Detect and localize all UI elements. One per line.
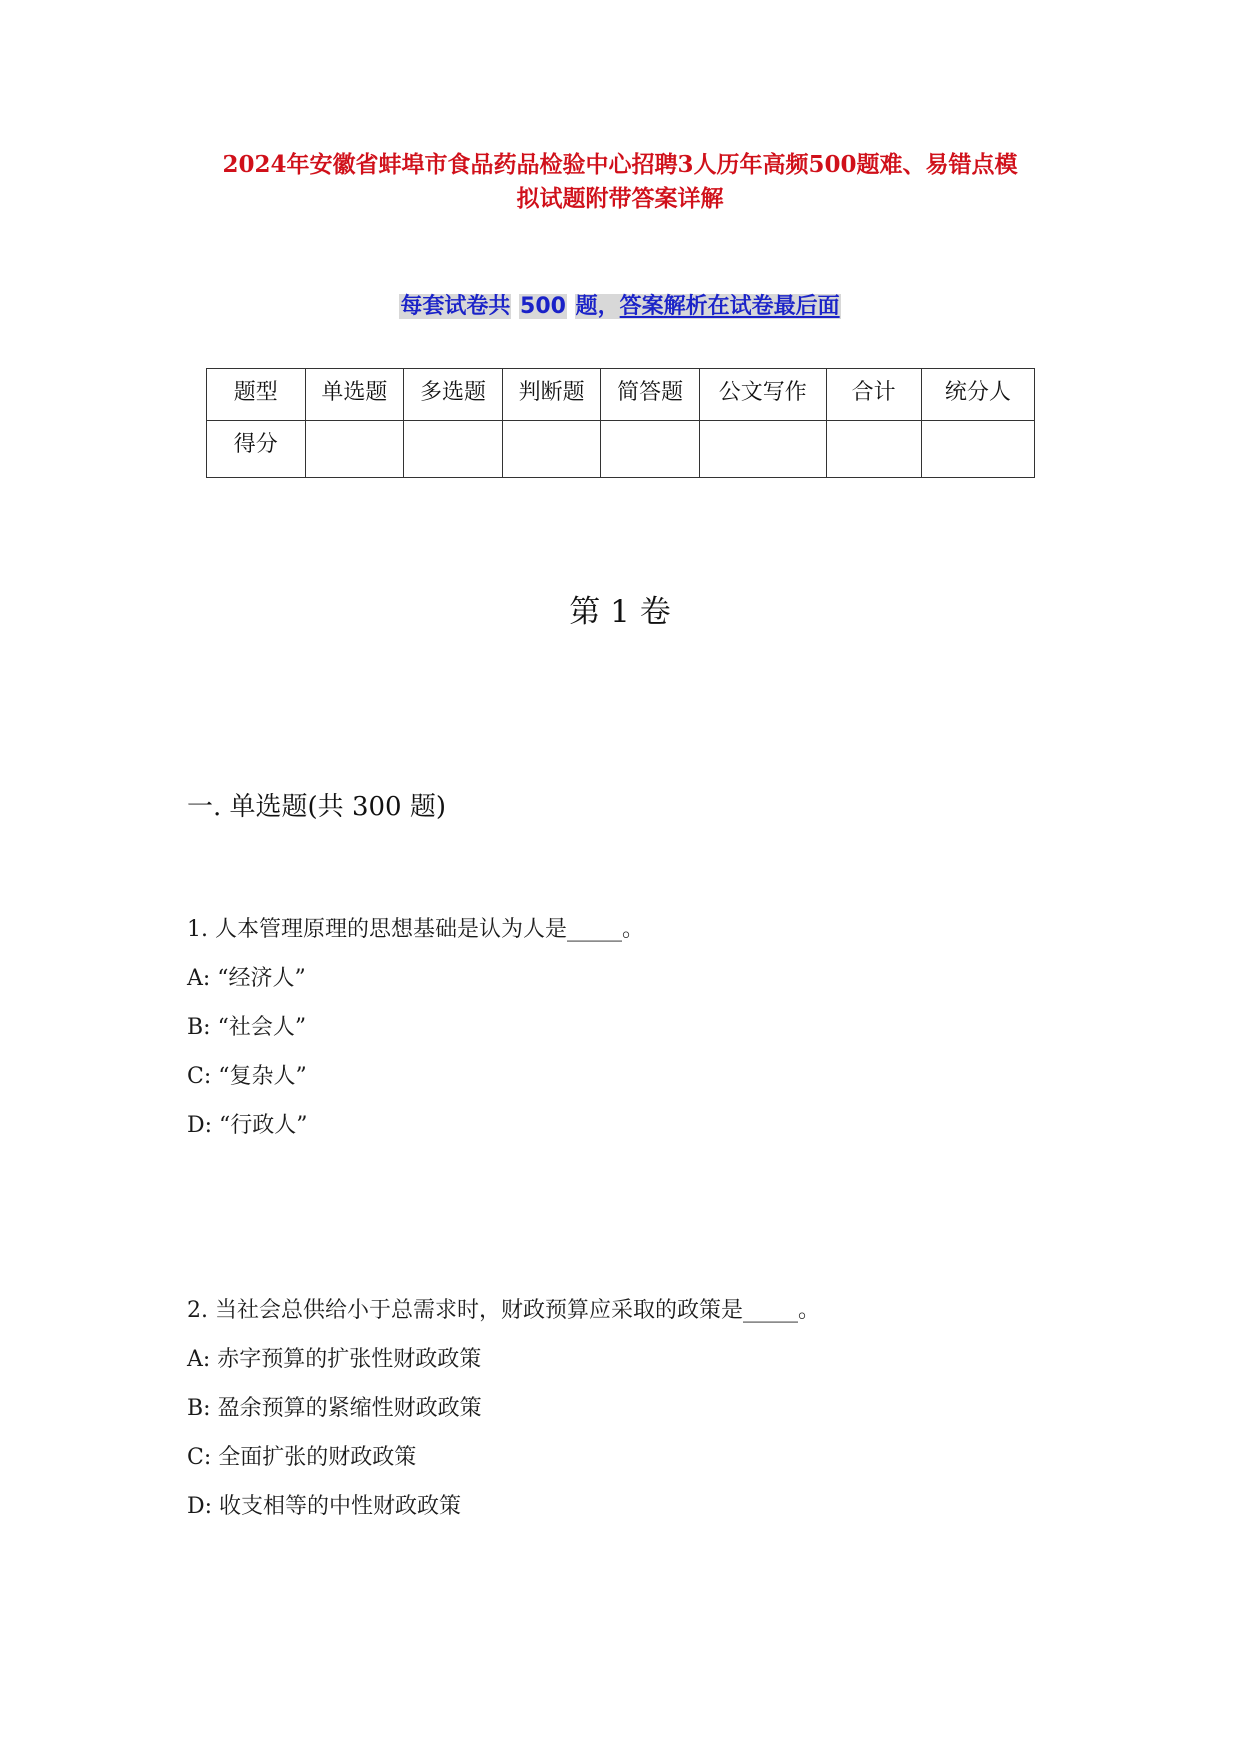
answer-location-link[interactable]: 答案解析在试卷最后面 <box>619 294 840 319</box>
option-c: C: 全面扩张的财政政策 <box>187 1445 417 1470</box>
header-cell-document-writing: 公文写作 <box>699 369 826 421</box>
header-cell-scorer: 统分人 <box>921 369 1034 421</box>
score-cell-short-answer <box>601 421 700 478</box>
score-row-label: 得分 <box>207 421 306 478</box>
option-d: D: 收支相等的中性财政政策 <box>187 1494 462 1519</box>
exam-info-subtitle <box>0 291 1240 323</box>
score-table <box>206 368 1035 478</box>
subtitle-text-2 <box>575 294 841 319</box>
score-table-score-row <box>207 421 1035 478</box>
option-a: A: “经济人” <box>187 966 306 991</box>
score-cell-single-choice <box>305 421 404 478</box>
question-2 <box>187 1294 820 1539</box>
header-cell-total: 合计 <box>826 369 921 421</box>
subtitle-text-3: 题， <box>575 294 620 319</box>
option-b: B: 盈余预算的紧缩性财政政策 <box>187 1396 482 1421</box>
header-cell-short-answer: 简答题 <box>601 369 700 421</box>
subtitle-text-1: 每套试卷共 <box>400 294 511 319</box>
document-title-line-2: 拟试题附带答案详解 <box>516 185 724 212</box>
score-cell-document-writing <box>699 421 826 478</box>
volume-heading: 第 1 卷 <box>569 594 671 630</box>
section-heading-single-choice: 一. 单选题(共 300 题) <box>187 792 446 822</box>
header-cell-multiple-choice: 多选题 <box>404 369 503 421</box>
question-1 <box>187 913 644 1158</box>
option-a: A: 赤字预算的扩张性财政政策 <box>187 1347 482 1372</box>
score-cell-multiple-choice <box>404 421 503 478</box>
question-stem: 2. 当社会总供给小于总需求时，财政预算应采取的政策是_____。 <box>187 1298 820 1323</box>
header-cell-true-false: 判断题 <box>502 369 601 421</box>
document-title-line-1: 2024年安徽省蚌埠市食品药品检验中心招聘3人历年高频500题难、易错点模 <box>222 151 1018 178</box>
score-cell-scorer <box>921 421 1034 478</box>
score-cell-total <box>826 421 921 478</box>
score-table-header-row <box>207 369 1035 421</box>
document-title <box>150 148 1090 216</box>
score-cell-true-false <box>502 421 601 478</box>
question-stem: 1. 人本管理原理的思想基础是认为人是_____。 <box>187 917 644 942</box>
option-d: D: “行政人” <box>187 1113 308 1138</box>
option-c: C: “复杂人” <box>187 1064 307 1089</box>
subtitle-count: 500 <box>520 294 566 319</box>
option-b: B: “社会人” <box>187 1015 307 1040</box>
header-cell-type: 题型 <box>207 369 306 421</box>
header-cell-single-choice: 单选题 <box>305 369 404 421</box>
